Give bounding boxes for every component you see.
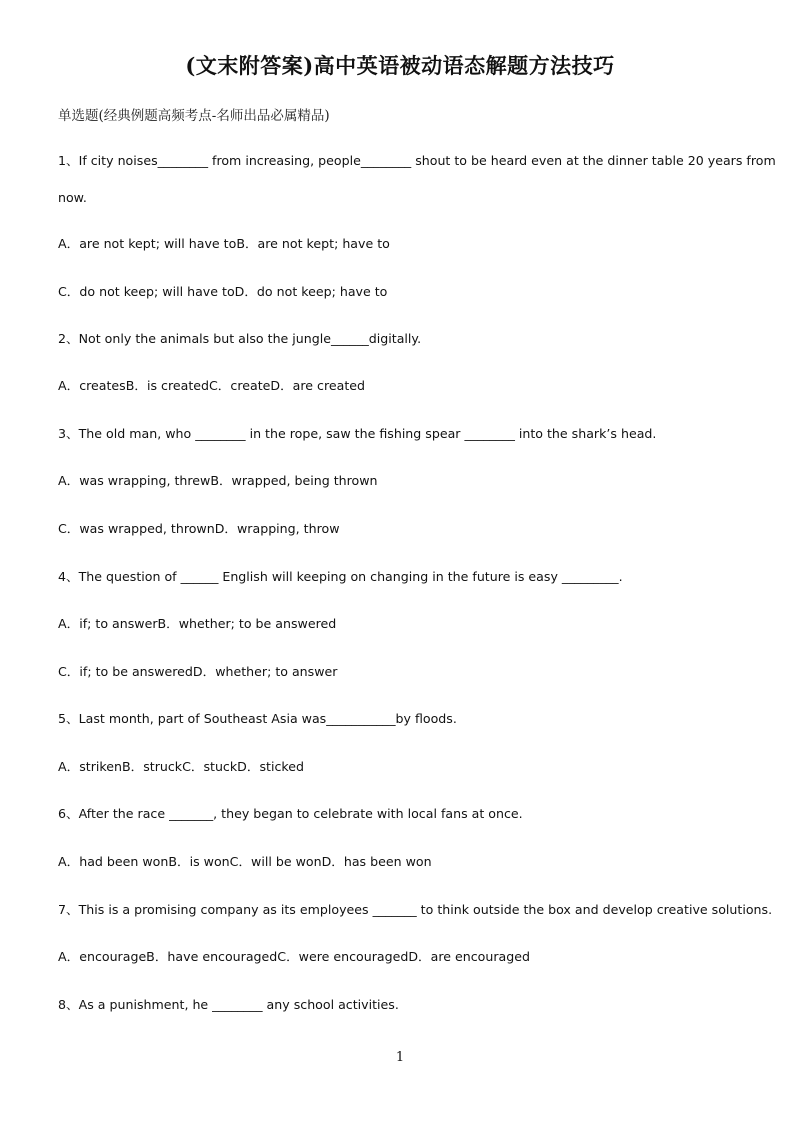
question-7-options: A．encourageB．have encouragedC．were encouragedD．are encouraged [58, 949, 530, 964]
question-6-stem: 6、After the race _______, they began to celebrate with local fans at once. [58, 806, 523, 821]
question-1-stem-continued: now. [58, 190, 87, 205]
question-3-options-ab: A．was wrapping, threwB．wrapped, being thrown [58, 473, 378, 488]
question-1-options-ab: A．are not kept; will have toB．are not kept; have to [58, 236, 390, 251]
question-1-options-cd: C．do not keep; will have toD．do not keep; have to [58, 284, 388, 299]
question-5-options: A．strikenB．struckC．stuckD．sticked [58, 759, 304, 774]
question-7-stem: 7、This is a promising company as its employees _______ to think outside the box and develop creative solutions. [58, 902, 773, 917]
question-4-options-ab: A．if; to answerB．whether; to be answered [58, 616, 337, 631]
question-5-stem: 5、Last month, part of Southeast Asia was___________by floods. [58, 711, 457, 726]
section-label: 单选题(经典例题高频考点-名师出品必属精品) [58, 108, 330, 124]
question-6-options: A．had been wonB．is wonC．will be wonD．has been won [58, 854, 432, 869]
question-2-stem: 2、Not only the animals but also the jungle______digitally. [58, 331, 422, 346]
question-4-options-cd: C．if; to be answeredD．whether; to answer [58, 664, 338, 679]
question-3-options-cd: C．was wrapped, thrownD．wrapping, throw [58, 521, 340, 536]
question-4-stem: 4、The question of ______ English will keeping on changing in the future is easy _________. [58, 569, 623, 584]
question-8-stem: 8、As a punishment, he ________ any school activities. [58, 997, 399, 1012]
page-number: 1 [395, 1050, 405, 1065]
document-title: (文末附答案)高中英语被动语态解题方法技巧 [185, 53, 615, 78]
question-2-options: A．createsB．is createdC．createD．are created [58, 378, 366, 393]
question-3-stem: 3、The old man, who ________ in the rope, saw the fishing spear ________ into the shark’s head. [58, 426, 657, 441]
question-1-stem: 1、If city noises________ from increasing, people________ shout to be heard even at the dinner table 20 years from [58, 153, 776, 168]
